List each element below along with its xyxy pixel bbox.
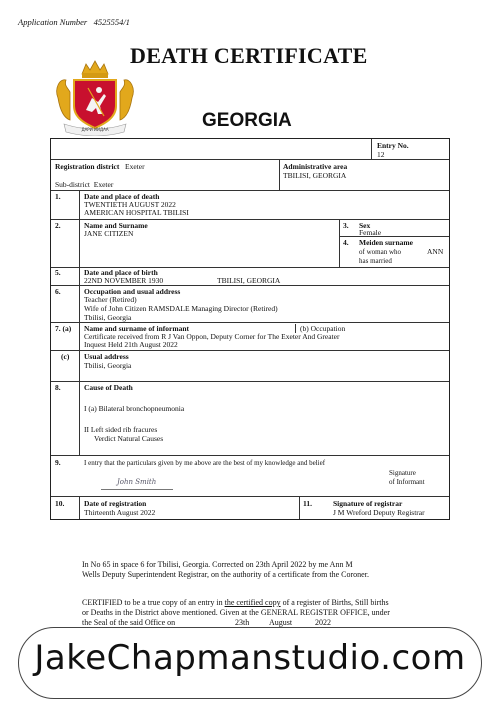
- note-line-1: In No 65 in space 6 for Tbilisi, Georgia. Corrected on 23th April 2022 by me Ann M: [82, 560, 353, 569]
- sex-value: Female: [359, 228, 382, 237]
- occupation-line-1: Teacher (Retired): [84, 295, 137, 304]
- application-number-value: 4525554/1: [93, 17, 130, 27]
- row-divider: [51, 496, 449, 497]
- field-7c-label: Usual address: [84, 352, 129, 361]
- ribbon-text: ДАРИ ИИДАА: [81, 127, 109, 132]
- document-title: DEATH CERTIFICATE: [130, 43, 368, 68]
- admin-value: TBILISI, GEORGIA: [283, 171, 347, 180]
- maiden-name-value: ANN: [427, 247, 444, 256]
- row-divider: [51, 190, 449, 191]
- row-divider: [51, 381, 449, 382]
- signature-label-1: Signature: [389, 469, 416, 477]
- birth-date: 22ND NOVEMBER 1930: [84, 276, 164, 285]
- field-10-number: 10.: [55, 499, 65, 508]
- cert-line-1-underlined: the certified copy: [224, 598, 281, 607]
- field-1-label: Date and place of death: [84, 192, 160, 201]
- crown-band: [82, 73, 108, 78]
- registration-date: Thirteenth August 2022: [84, 508, 156, 517]
- field-10-label: Date of registration: [84, 499, 147, 508]
- col-divider: [279, 159, 280, 190]
- field-8-number: 8.: [55, 383, 61, 392]
- application-number-label: Application Number: [18, 17, 88, 27]
- row-divider: [339, 236, 449, 237]
- cause-3: Verdict Natural Causes: [94, 434, 164, 443]
- field-5-label: Date and place of birth: [84, 268, 158, 277]
- birth-place: TBILISI, GEORGIA: [217, 276, 281, 285]
- informant-line-1: Certificate received from R J Van Oppon, Deputy Corner for The Exeter And Greater: [84, 332, 340, 341]
- field-7c-number: (c): [61, 352, 70, 361]
- cert-year: 2022: [315, 618, 331, 627]
- cert-line-3: the Seal of the said Office on: [82, 618, 176, 627]
- registrar-value: J M Wreford Deputy Registrar: [333, 508, 425, 517]
- field-4-number: 4.: [343, 238, 349, 247]
- row-divider: [51, 455, 449, 456]
- cert-line-1a: CERTIFIED to be a true copy of an entry in: [82, 598, 225, 607]
- informant-statement: I entry that the particulars given by me above are the best of my knowledge and belief: [84, 459, 326, 467]
- application-number: [18, 17, 130, 27]
- coat-of-arms-icon: [52, 58, 138, 136]
- row-divider: [51, 219, 449, 220]
- cert-day: 23th: [235, 618, 250, 627]
- field-7b-label: (b) Occupation: [300, 324, 346, 333]
- death-place: AMERICAN HOSPITAL TBILISI: [84, 208, 189, 217]
- field-3-number: 3.: [343, 221, 349, 230]
- row-divider: [51, 159, 449, 160]
- cause-1: I (a) Bilateral bronchopneumonia: [84, 404, 185, 413]
- field-3-label: Sex: [359, 221, 371, 230]
- field-2-number: 2.: [55, 221, 61, 230]
- certificate-form: [50, 138, 450, 520]
- admin-label: Administrative area: [283, 162, 348, 171]
- field-5-number: 5.: [55, 268, 61, 277]
- entry-label: Entry No.: [377, 141, 409, 150]
- field-7-label: Name and surname of informant: [84, 324, 189, 333]
- signature-label-2: of Informant: [389, 478, 425, 486]
- district-value: Exeter: [125, 162, 145, 171]
- district-label: Registration district: [55, 162, 120, 171]
- col-divider: [299, 496, 300, 519]
- field-9-number: 9.: [55, 458, 61, 467]
- field-11-number: 11.: [303, 499, 312, 508]
- occupation-line-3: Tbilisi, Georgia: [84, 313, 132, 322]
- death-date: TWENTIETH AUGUST 2022: [84, 200, 176, 209]
- watermark-banner: [18, 627, 482, 699]
- note-line-2: Wells Deputy Superintendent Registrar, on the authority of a certificate from the Coroner.: [82, 570, 369, 579]
- informant-signature: John Smith: [117, 478, 157, 486]
- field-11-label: Signature of registrar: [333, 499, 403, 508]
- cert-line-2: or Deaths in the District above mentioned. Given at the GENERAL REGISTER OFFICE, under: [82, 608, 390, 617]
- watermark-text: JakeChapmanstudio.com: [34, 638, 466, 678]
- usual-address-value: Tbilisi, Georgia: [84, 361, 132, 370]
- col-divider: [339, 219, 340, 267]
- subdistrict-label: Sub-district: [55, 180, 90, 189]
- field-2-label: Name and Surname: [84, 221, 148, 230]
- cause-2: II Left sided rib fracures: [84, 425, 158, 434]
- field-4-sub2: has married: [359, 257, 392, 265]
- col-divider: [79, 190, 80, 455]
- certification-statement: [82, 598, 462, 628]
- right-lion-shape: [120, 80, 133, 120]
- col-divider: [79, 496, 80, 519]
- field-4-label: Meiden surname: [359, 238, 413, 247]
- left-lion-shape: [57, 80, 70, 120]
- correction-note: [82, 560, 462, 580]
- field-6-number: 6.: [55, 287, 61, 296]
- field-4-sub1: of woman who: [359, 248, 401, 256]
- row-divider: [51, 350, 449, 351]
- subdistrict-value: Exeter: [93, 180, 114, 189]
- field-6-label: Occupation and usual address: [84, 287, 181, 296]
- rider-head: [96, 87, 102, 93]
- entry-value: 12: [377, 150, 385, 159]
- cert-month: August: [269, 618, 293, 627]
- field-7-number: 7. (a): [55, 324, 72, 333]
- informant-line-2: Inquest Held 21th August 2022: [84, 340, 178, 349]
- cert-line-1b: of a register of Births, Still births: [280, 598, 389, 607]
- col-divider: [371, 139, 372, 159]
- signature-underline: [101, 489, 173, 490]
- crown-shape: [82, 61, 108, 74]
- field-1-number: 1.: [55, 192, 61, 201]
- country-heading: GEORGIA: [202, 110, 292, 131]
- name-value: JANE CITIZEN: [84, 229, 134, 238]
- field-8-label: Cause of Death: [84, 383, 133, 392]
- occupation-line-2: Wife of John Citizen RAMSDALE Managing Director (Retired): [84, 304, 278, 313]
